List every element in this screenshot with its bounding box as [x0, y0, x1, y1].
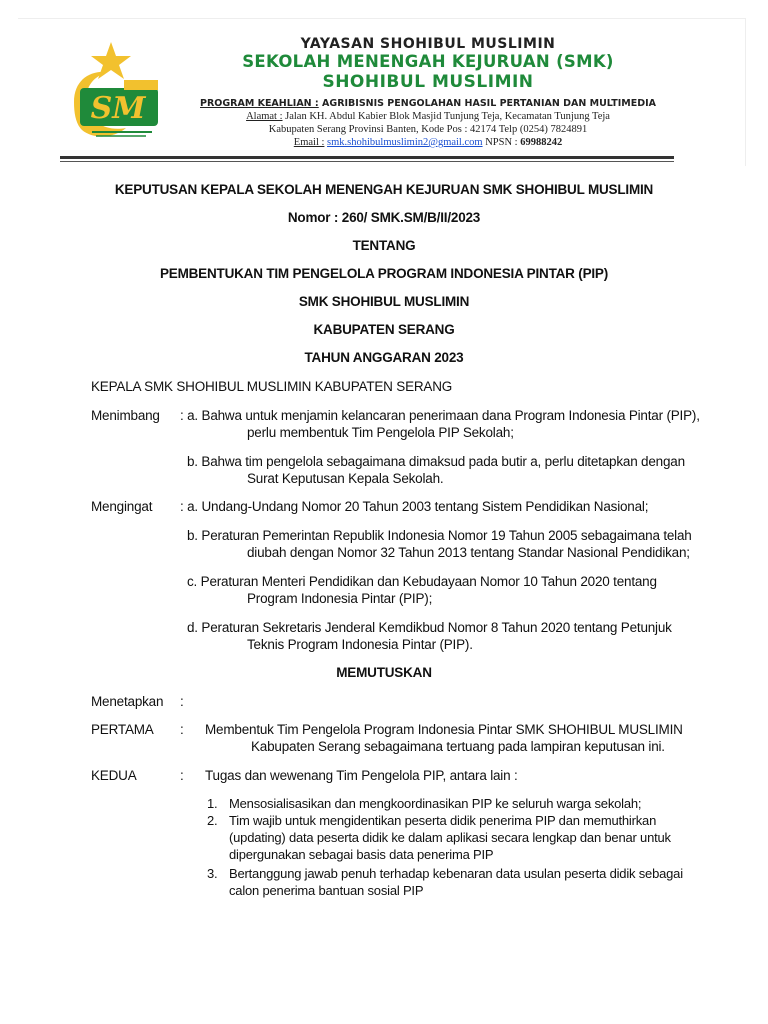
page-right-edge	[745, 18, 746, 166]
mengingat-d-line2: Teknis Program Indonesia Pintar (PIP).	[247, 637, 473, 652]
menetapkan-colon: :	[180, 694, 184, 709]
intro-line: KEPALA SMK SHOHIBUL MUSLIMIN KABUPATEN SERANG	[91, 379, 453, 394]
email-label: Email :	[293, 137, 325, 148]
kedua-item-text: Mensosialisasikan dan mengkoordinasikan PIP ke seluruh warga sekolah;	[229, 796, 642, 811]
kedua-colon: :	[180, 768, 184, 783]
mengingat-b-line1: b. Peraturan Pemerintan Republik Indonesia Nomor 19 Tahun 2005 sebagaimana telah	[187, 528, 692, 543]
letterhead-rule	[60, 156, 674, 159]
menetapkan-label: Menetapkan	[91, 694, 164, 709]
program-label: PROGRAM KEAHLIAN :	[200, 98, 319, 109]
pertama-line2: Kabupaten Serang sebagaimana tertuang pada lampiran keputusan ini.	[251, 739, 665, 754]
contact-line	[178, 136, 678, 149]
school-name-line2: SHOHIBUL MUSLIMIN	[322, 72, 534, 92]
kedua-item-number: 2.	[207, 813, 218, 828]
menimbang-b-line2: Surat Keputusan Kepala Sekolah.	[247, 471, 444, 486]
mengingat-c-line1: c. Peraturan Menteri Pendidikan dan Kebudayaan Nomor 10 Tahun 2020 tentang	[187, 574, 657, 589]
pertama-label: PERTAMA	[91, 722, 154, 737]
address-value: Jalan KH. Abdul Kabier Blok Masjid Tunjung Teja, Kecamatan Tunjung Teja	[285, 111, 610, 122]
program-value: AGRIBISNIS PENGOLAHAN HASIL PERTANIAN DAN MULTIMEDIA	[322, 98, 656, 109]
mengingat-b-line2: diubah dengan Nomor 32 Tahun 2013 tentang Standar Nasional Pendidikan;	[247, 545, 690, 560]
kedua-item-text: dipergunakan sebagai basis data penerima PIP	[229, 847, 494, 862]
pertama-colon: :	[180, 722, 184, 737]
email-link[interactable]: smk.shohibulmuslimin2@gmail.com	[327, 137, 483, 148]
kedua-line1: Tugas dan wewenang Tim Pengelola PIP, antara lain :	[205, 768, 518, 783]
page-top-edge	[18, 18, 746, 19]
address-line2: Kabupaten Serang Provinsi Banten, Kode Pos : 42174 Telp (0254) 7824891	[268, 124, 588, 135]
menimbang-b-line1: b. Bahwa tim pengelola sebagaimana dimaksud pada butir a, perlu ditetapkan dengan	[187, 454, 685, 469]
kedua-item-text: Bertanggung jawab penuh terhadap kebenaran data usulan peserta didik sebagai	[229, 866, 683, 881]
kedua-item-text: (updating) data peserta didik ke dalam aplikasi secara lengkap dan benar untuk	[229, 830, 671, 845]
svg-text:SM: SM	[90, 91, 146, 126]
school-logo-icon	[64, 40, 170, 144]
npsn-label: NPSN :	[485, 137, 518, 148]
decree-year: TAHUN ANGGARAN 2023	[304, 350, 464, 365]
decree-title: KEPUTUSAN KEPALA SEKOLAH MENENGAH KEJURUAN SMK SHOHIBUL MUSLIMIN	[114, 182, 654, 197]
mengingat-label: Mengingat	[91, 499, 153, 514]
address-line	[178, 110, 678, 123]
letterhead-text	[178, 36, 678, 149]
kedua-label: KEDUA	[91, 768, 137, 783]
decree-about: TENTANG	[352, 238, 416, 253]
decree-regency: KABUPATEN SERANG	[313, 322, 455, 337]
menimbang-label: Menimbang	[91, 408, 160, 423]
letterhead	[60, 30, 680, 160]
decree-school: SMK SHOHIBUL MUSLIMIN	[298, 294, 470, 309]
mengingat-a-line1: : a. Undang-Undang Nomor 20 Tahun 2003 tentang Sistem Pendidikan Nasional;	[180, 499, 649, 514]
address-label: Alamat :	[246, 111, 283, 122]
foundation-name: YAYASAN SHOHIBUL MUSLIMIN	[300, 36, 556, 52]
mengingat-c-line2: Program Indonesia Pintar (PIP);	[247, 591, 433, 606]
pertama-line1: Membentuk Tim Pengelola Program Indonesia Pintar SMK SHOHIBUL MUSLIMIN	[205, 722, 683, 737]
kedua-item-text: calon penerima bantuan sosial PIP	[229, 883, 424, 898]
memutuskan-heading: MEMUTUSKAN	[336, 665, 432, 680]
npsn-value: 69988242	[520, 137, 563, 148]
program-line	[178, 98, 678, 110]
school-name-line1: SEKOLAH MENENGAH KEJURUAN (SMK)	[242, 52, 614, 71]
kedua-item-text: Tim wajib untuk mengidentikan peserta didik penerima PIP dan memuthirkan	[229, 813, 657, 828]
letterhead-rule-thin	[60, 161, 674, 162]
decree-number: Nomor : 260/ SMK.SM/B/II/2023	[287, 210, 481, 225]
kedua-item-number: 1.	[207, 796, 218, 811]
mengingat-d-line1: d. Peraturan Sekretaris Jenderal Kemdikbud Nomor 8 Tahun 2020 tentang Petunjuk	[187, 620, 672, 635]
menimbang-a-line1: : a. Bahwa untuk menjamin kelancaran penerimaan dana Program Indonesia Pintar (PIP),	[180, 408, 700, 423]
kedua-item-number: 3.	[207, 866, 218, 881]
decree-subject: PEMBENTUKAN TIM PENGELOLA PROGRAM INDONESIA PINTAR (PIP)	[159, 266, 609, 281]
menimbang-a-line2: perlu membentuk Tim Pengelola PIP Sekolah;	[247, 425, 514, 440]
